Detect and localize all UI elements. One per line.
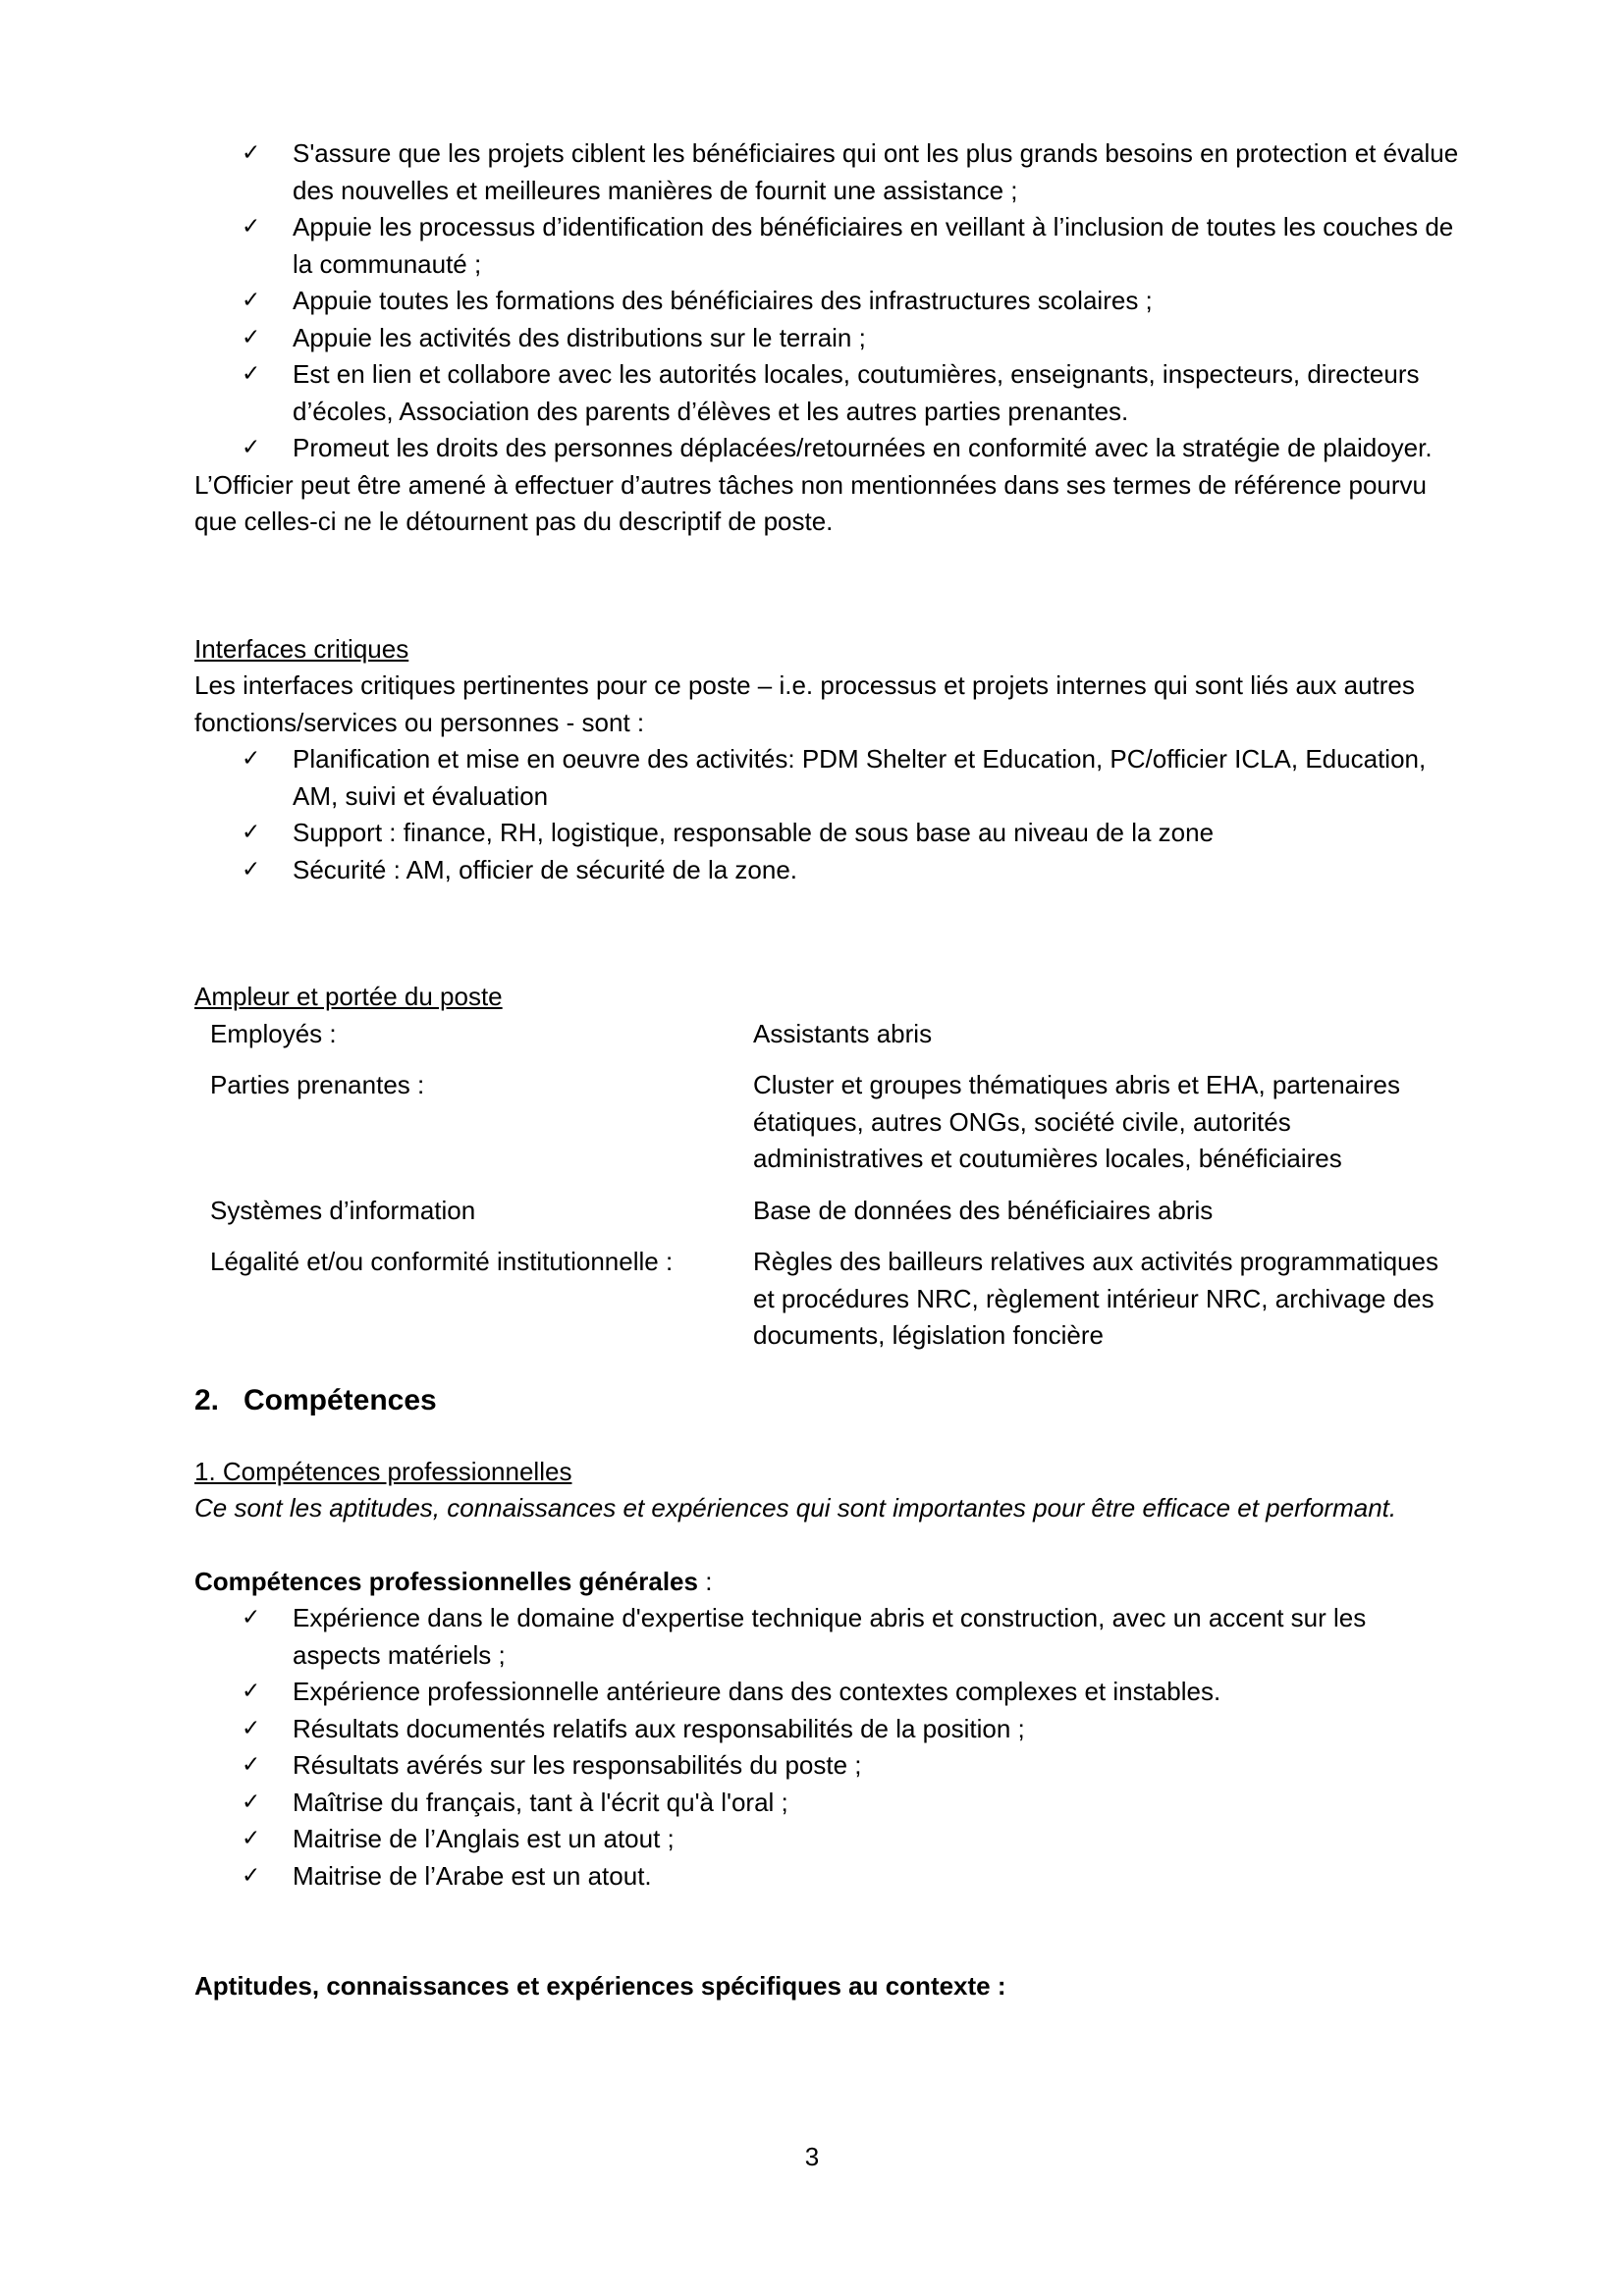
scope-label: Employés : [210, 1018, 337, 1048]
checkmark-icon: ✓ [242, 1862, 261, 1889]
list-item: ✓ S'assure que les projets ciblent les bénéficiaires qui ont les plus grands besoins en protection et évalue des nouvelles et meilleures manières de fournit une assistance ; [293, 135, 1461, 209]
checkmark-icon: ✓ [242, 1826, 261, 1851]
page-content [194, 135, 1461, 2005]
scope-table [210, 1016, 1461, 1369]
list-item: ✓ Planification et mise en oeuvre des activités: PDM Shelter et Education, PC/officier ICLA, Education, AM, suivi et évaluation [293, 741, 1461, 815]
scope-heading: Ampleur et portée du poste [194, 982, 503, 1011]
list-item: ✓ Sécurité : AM, officier de sécurité de la zone. [293, 852, 1461, 889]
checkmark-icon: ✓ [242, 820, 261, 845]
general-competences-list [194, 1600, 1461, 1895]
competences-intro: Ce sont les aptitudes, connaissances et expériences qui sont importantes pour être efficace et performant. [194, 1493, 1397, 1522]
list-item: ✓ Appuie les processus d’identification des bénéficiaires en veillant à l’inclusion de toutes les couches de la communauté ; [293, 209, 1461, 283]
scope-value: Assistants abris [753, 1018, 933, 1048]
section-heading [194, 1381, 1461, 1420]
list-item: ✓ Promeut les droits des personnes déplacées/retournées en conformité avec la stratégie de plaidoyer. [293, 430, 1461, 467]
checkmark-icon: ✓ [242, 1752, 261, 1778]
checkmark-icon: ✓ [242, 324, 261, 350]
list-item: ✓ Appuie toutes les formations des bénéficiaires des infrastructures scolaires ; [293, 283, 1461, 320]
list-item: ✓ Maitrise de l’Arabe est un atout. [293, 1858, 1461, 1896]
interfaces-heading: Interfaces critiques [194, 633, 409, 664]
list-item: ✓ Résultats documentés relatifs aux responsabilités de la position ; [293, 1711, 1461, 1748]
list-item: ✓ Expérience dans le domaine d'expertise technique abris et construction, avec un accent sur les aspects matériels ; [293, 1600, 1461, 1674]
checkmark-icon: ✓ [242, 1715, 261, 1741]
checkmark-icon: ✓ [242, 214, 261, 240]
checkmark-icon: ✓ [242, 435, 261, 460]
checkmark-icon: ✓ [242, 746, 261, 772]
interfaces-list [194, 741, 1461, 888]
checkmark-icon: ✓ [242, 1789, 261, 1815]
scope-label: Parties prenantes : [210, 1070, 425, 1099]
list-item: ✓ Maîtrise du français, tant à l'écrit qu'à l'oral ; [293, 1785, 1461, 1822]
list-item: ✓ Expérience professionnelle antérieure dans des contextes complexes et instables. [293, 1674, 1461, 1711]
checkmark-icon: ✓ [242, 140, 261, 166]
checkmark-icon: ✓ [242, 856, 261, 882]
list-item: ✓ Appuie les activités des distributions sur le terrain ; [293, 320, 1461, 357]
interfaces-intro: Les interfaces critiques pertinentes pour ce poste – i.e. processus et projets internes qui sont liés aux autres fonctions/services ou personnes - sont : [194, 670, 1415, 737]
specific-competences-heading: Aptitudes, connaissances et expériences spécifiques au contexte : [194, 1971, 1006, 2001]
officer-note: L’Officier peut être amené à effectuer d’autres tâches non mentionnées dans ses termes de référence pourvu que celles-ci ne le détournent pas du descriptif de poste. [194, 469, 1428, 536]
list-item: ✓ Maitrise de l’Anglais est un atout ; [293, 1821, 1461, 1858]
scope-label: Légalité et/ou conformité institutionnelle : [210, 1247, 674, 1276]
scope-label: Systèmes d’information [210, 1195, 476, 1225]
scope-value: Cluster et groupes thématiques abris et EHA, partenaires étatiques, autres ONGs, société civile, autorités administratives et coutumières locales, bénéficiaires [753, 1070, 1401, 1173]
general-competences-label: Compétences professionnelles générales : [194, 1566, 713, 1596]
scope-value: Base de données des bénéficiaires abris [753, 1195, 1214, 1225]
scope-value: Règles des bailleurs relatives aux activités programmatiques et procédures NRC, règlement intérieur NRC, archivage des documents, législation foncière [753, 1247, 1438, 1350]
checkmark-icon: ✓ [242, 288, 261, 313]
sub-heading: 1. Compétences professionnelles [194, 1456, 572, 1486]
list-item: ✓ Est en lien et collabore avec les autorités locales, coutumières, enseignants, inspecteurs, directeurs d’écoles, Association des parents d’élèves et les autres parties prenantes. [293, 356, 1461, 430]
checkmark-icon: ✓ [242, 1679, 261, 1704]
checkmark-icon: ✓ [242, 361, 261, 387]
section-title: Compétences [244, 1383, 437, 1416]
list-item: ✓ Support : finance, RH, logistique, responsable de sous base au niveau de la zone [293, 815, 1461, 852]
checkmark-icon: ✓ [242, 1605, 261, 1630]
page-number: 3 [804, 2142, 820, 2171]
list-item: ✓ Résultats avérés sur les responsabilités du poste ; [293, 1747, 1461, 1785]
section-number: 2. [194, 1383, 220, 1416]
responsibilities-list [194, 135, 1461, 467]
